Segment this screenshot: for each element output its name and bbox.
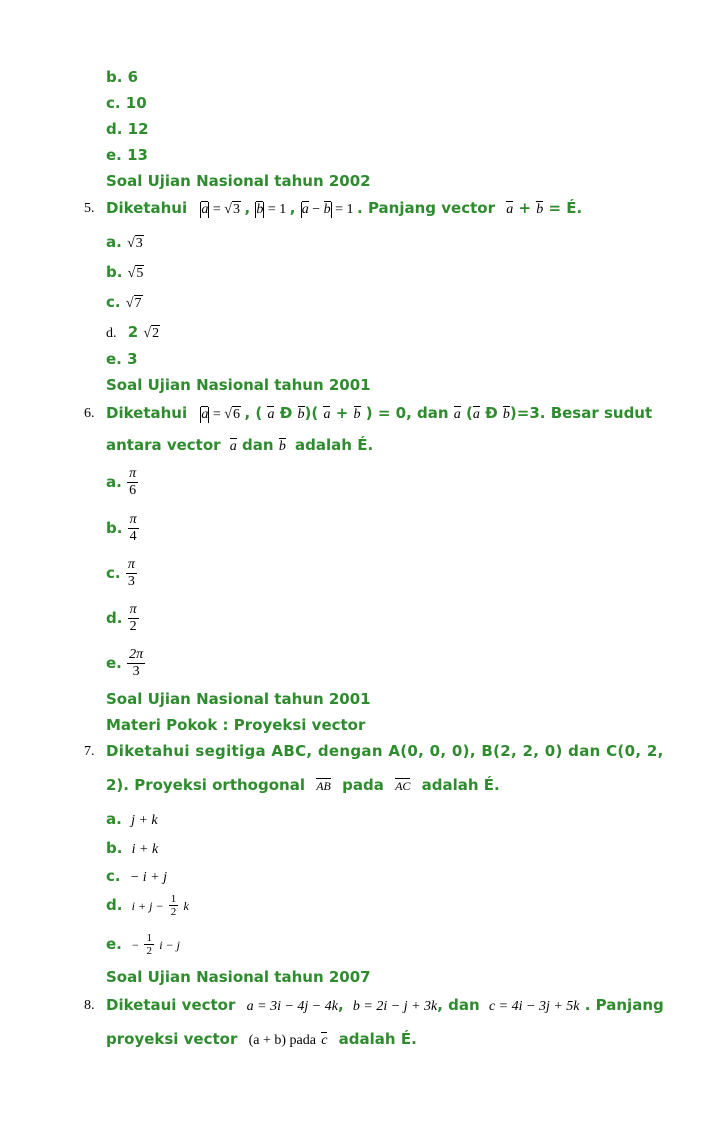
q6-option-a: a. $\frac{\pi}{6}$ bbox=[106, 466, 137, 498]
q5-option-a: a. √3 bbox=[106, 233, 143, 251]
q7-option-a: a. j + k bbox=[106, 810, 158, 828]
question-8-line-1: Diketaui vector a = 3i − 4j − 4k, b = 2i − j + 3k, dan c = 4i − 3j + 5k . Panjang bbox=[106, 996, 664, 1014]
option-b-prev: b. 6 bbox=[106, 68, 139, 86]
source-label: Soal Ujian Nasional tahun 2007 bbox=[106, 968, 371, 986]
q7-option-c: c. − i + j bbox=[106, 867, 168, 885]
q5-option-b: b. √5 bbox=[106, 263, 144, 281]
question-7-line-1: Diketahui segitiga ABC, dengan A(0, 0, 0), B(2, 2, 0) dan C(0, 2, bbox=[106, 742, 664, 760]
q5-mag-b: b = 1 bbox=[256, 202, 287, 217]
question-number: 5. bbox=[84, 201, 95, 216]
q6-option-e: e. $\frac{2\pi}{3}$ bbox=[106, 647, 144, 679]
q5-option-e: e. 3 bbox=[106, 350, 138, 368]
question-number: 7. bbox=[84, 744, 95, 759]
materi-label: Materi Pokok : Proyeksi vector bbox=[106, 716, 366, 734]
q5-option-c: c. √7 bbox=[106, 293, 142, 311]
q5-tail: . Panjang vector bbox=[357, 199, 495, 217]
option-e-prev: e. 13 bbox=[106, 146, 148, 164]
q6-option-d: d. $\frac{\pi}{2}$ bbox=[106, 602, 137, 634]
q6-option-b: b. $\frac{\pi}{4}$ bbox=[106, 512, 137, 544]
q5-end: = É. bbox=[548, 199, 583, 217]
option-d-prev: d. 12 bbox=[106, 120, 149, 138]
question-7-line-2: 2). Proyeksi orthogonal AB pada AC adalah É. bbox=[106, 776, 500, 794]
question-6-line-2: antara vector a dan b adalah É. bbox=[106, 436, 374, 454]
option-c-prev: c. 10 bbox=[106, 94, 147, 112]
q5-mag-a: a = √3 bbox=[201, 202, 240, 217]
question-5-line: Diketahui a = √3 , b = 1 , a − b = 1 . Panjang vector a + b = É. bbox=[106, 199, 583, 217]
q5-mag-a-minus-b: a − b = 1 bbox=[301, 202, 354, 217]
question-number: 8. bbox=[84, 998, 95, 1013]
q5-plus: + bbox=[518, 199, 532, 217]
q7-option-d: d. i + j − $\frac{1}{2}$ k bbox=[106, 893, 189, 918]
question-6-line-1: Diketahui a = √6 , ( a Ð b)( a + b ) = 0, dan a (a Ð b)=3. Besar sudut bbox=[106, 404, 653, 422]
q5-option-d: d. 2 √2 bbox=[106, 323, 160, 341]
q7-option-b: b. i + k bbox=[106, 839, 159, 857]
q5-lead: Diketahui bbox=[106, 199, 188, 217]
q6-option-c: c. $\frac{\pi}{3}$ bbox=[106, 557, 135, 589]
question-number: 6. bbox=[84, 406, 95, 421]
q7-option-e: e. − $\frac{1}{2}$ i − j bbox=[106, 932, 180, 957]
question-8-line-2: proyeksi vector (a + b) pada c adalah É. bbox=[106, 1030, 417, 1048]
source-label: Soal Ujian Nasional tahun 2001 bbox=[106, 376, 371, 394]
source-label: Soal Ujian Nasional tahun 2001 bbox=[106, 690, 371, 708]
source-label: Soal Ujian Nasional tahun 2002 bbox=[106, 172, 371, 190]
